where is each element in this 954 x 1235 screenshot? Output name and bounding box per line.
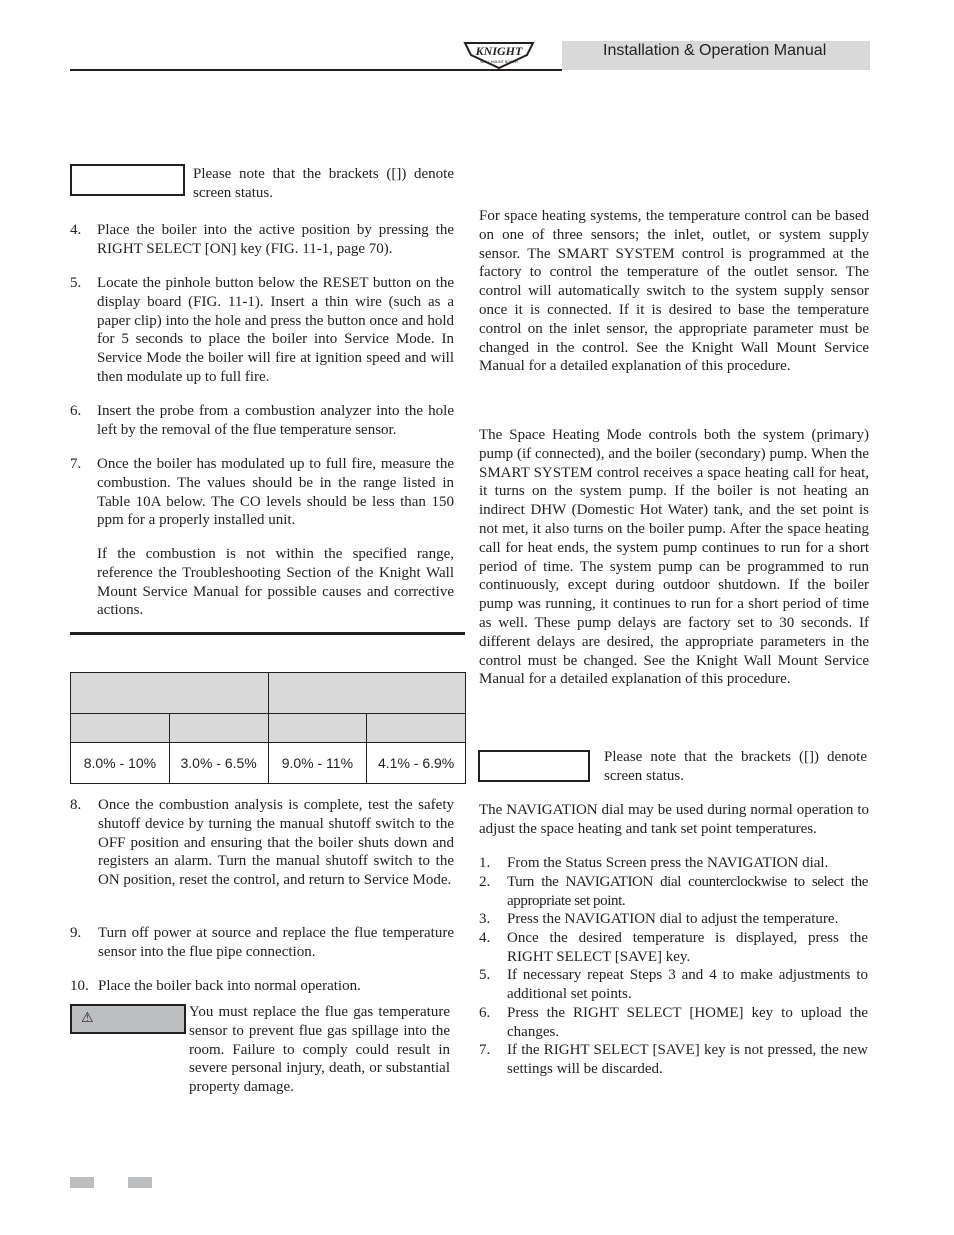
combustion-table	[70, 672, 466, 784]
left-note: Please note that the brackets ([]) denote screen status.	[193, 166, 454, 201]
step-number: 3.	[479, 911, 491, 927]
step-number: 10.	[70, 978, 89, 994]
section-rule	[70, 632, 465, 635]
manual-title: Installation & Operation Manual	[603, 42, 827, 59]
space-heating-mode-paragraph: The Space Heating Mode controls both the system (primary) pump (if connected), and the boiler (secondary) pump. When the SMART SYSTEM control receives a space heating call for heat, it turns on the system pump. If the boiler is not heating an indirect DHW (Domestic Hot Water) tank, and the set point is not met, it also turns on the boiler pump. After the space heating call for heat ends, the system pump continues to run for a short period of time. The system pump can be programmed to run continuously, except during outdoor shutdown. If the boiler pump was running, it continues to run for a short period of time as well. These pump delays are factory set to 30 seconds. If different delays are desired, the appropriate parameters in the control must be changed. See the Knight Wall Mount Service Manual for a detailed explanation of this procedure.	[479, 427, 869, 688]
step-number: 5.	[70, 275, 82, 291]
step7-extra: If the combustion is not within the specified range, reference the Troubleshooting Section of the Knight Wall Mount Service Manual for possible causes and corrective actions.	[97, 546, 454, 619]
step-text: From the Status Screen press the NAVIGATION dial.	[507, 855, 829, 871]
step-number: 5.	[479, 967, 491, 983]
warning-text: You must replace the flue gas temperature sensor to prevent flue gas spillage into the room. Failure to comply could result in severe personal injury, death, or substantial property damage.	[189, 1004, 450, 1096]
step-text: Insert the probe from a combustion analyzer into the hole left by the removal of the flue temperature sensor.	[97, 403, 454, 438]
step-number: 7.	[479, 1042, 491, 1058]
step-number: 4.	[70, 222, 82, 238]
step-number: 6.	[479, 1005, 491, 1021]
note-label-box	[478, 750, 590, 782]
step-text: If necessary repeat Steps 3 and 4 to make adjustments to additional set points.	[507, 967, 868, 1002]
page-number-tab	[128, 1177, 152, 1188]
page-number-tab	[70, 1177, 94, 1188]
table-cell: 8.0% - 10%	[71, 743, 170, 784]
right-note: Please note that the brackets ([]) denote screen status.	[604, 749, 867, 784]
step-text: Locate the pinhole button below the RESET button on the display board (FIG. 11-1). Insert a thin wire (such as a paper clip) into the hole and press the button once and hold for 5 seconds to place the boiler into Service Mode. In Service Mode the boiler will fire at ignition speed and will then modulate up to full fire.	[97, 275, 454, 385]
table-cell: 4.1% - 6.9%	[367, 743, 466, 784]
step-number: 2.	[479, 874, 491, 890]
logo-subtext: WALL MOUNT BOILER	[480, 60, 518, 64]
step-text: Turn the NAVIGATION dial counterclockwise to select the appropriate set point.	[507, 874, 868, 909]
step-text: Once the combustion analysis is complete, test the safety shutoff device by turning the manual shutoff switch to the OFF position and ensuring that the boiler shuts down and registers an alarm. Turn the manual shutoff switch to the ON position, reset the control, and return to Service Mode.	[98, 797, 454, 889]
step-number: 8.	[70, 797, 82, 813]
warning-icon: ⚠	[81, 1010, 94, 1026]
header-rule	[70, 69, 562, 71]
step-number: 1.	[479, 855, 491, 871]
step-number: 4.	[479, 930, 491, 946]
table-header-cell	[71, 673, 269, 714]
step-number: 7.	[70, 456, 82, 472]
step-text: If the RIGHT SELECT [SAVE] key is not pressed, the new settings will be discarded.	[507, 1042, 868, 1077]
table-subheader-cell	[71, 714, 170, 743]
step-text: Turn off power at source and replace the flue temperature sensor into the flue pipe connection.	[98, 925, 454, 960]
step-number: 9.	[70, 925, 82, 941]
step-text: Place the boiler into the active position by pressing the RIGHT SELECT [ON] key (FIG. 11-1, page 70).	[97, 222, 454, 257]
knight-logo	[463, 41, 535, 69]
table-row	[71, 743, 466, 784]
step-text: Place the boiler back into normal operation.	[98, 978, 361, 994]
logo-text: KNIGHT	[475, 44, 523, 58]
table-subheader-row	[71, 714, 466, 743]
step-text: Once the desired temperature is displayed, press the RIGHT SELECT [SAVE] key.	[507, 930, 868, 965]
table-header-row	[71, 673, 466, 714]
space-heating-sensors-paragraph: For space heating systems, the temperature control can be based on one of three sensors; the inlet, outlet, or system supply sensor. The SMART SYSTEM control is programmed at the factory to control the temperature of the outlet sensor. The control will automatically switch to the system supply sensor once it is connected. If it is desired to base the temperature control on the inlet sensor, the appropriate parameter must be changed in the control. See the Knight Wall Mount Service Manual for a detailed explanation of this procedure.	[479, 208, 869, 375]
table-cell: 3.0% - 6.5%	[169, 743, 268, 784]
step-number: 6.	[70, 403, 82, 419]
table-header-cell	[268, 673, 466, 714]
navigation-intro: The NAVIGATION dial may be used during normal operation to adjust the space heating and tank set point temperatures.	[479, 802, 869, 837]
step-text: Once the boiler has modulated up to full fire, measure the combustion. The values should be in the range listed in Table 10A below. The CO levels should be less than 150 ppm for a properly installed unit.	[97, 456, 454, 529]
table-subheader-cell	[367, 714, 466, 743]
step-text: Press the NAVIGATION dial to adjust the temperature.	[507, 911, 839, 927]
table-subheader-cell	[169, 714, 268, 743]
step-text: Press the RIGHT SELECT [HOME] key to upload the changes.	[507, 1005, 868, 1040]
table-subheader-cell	[268, 714, 367, 743]
table-cell: 9.0% - 11%	[268, 743, 367, 784]
note-label-box	[70, 164, 185, 196]
